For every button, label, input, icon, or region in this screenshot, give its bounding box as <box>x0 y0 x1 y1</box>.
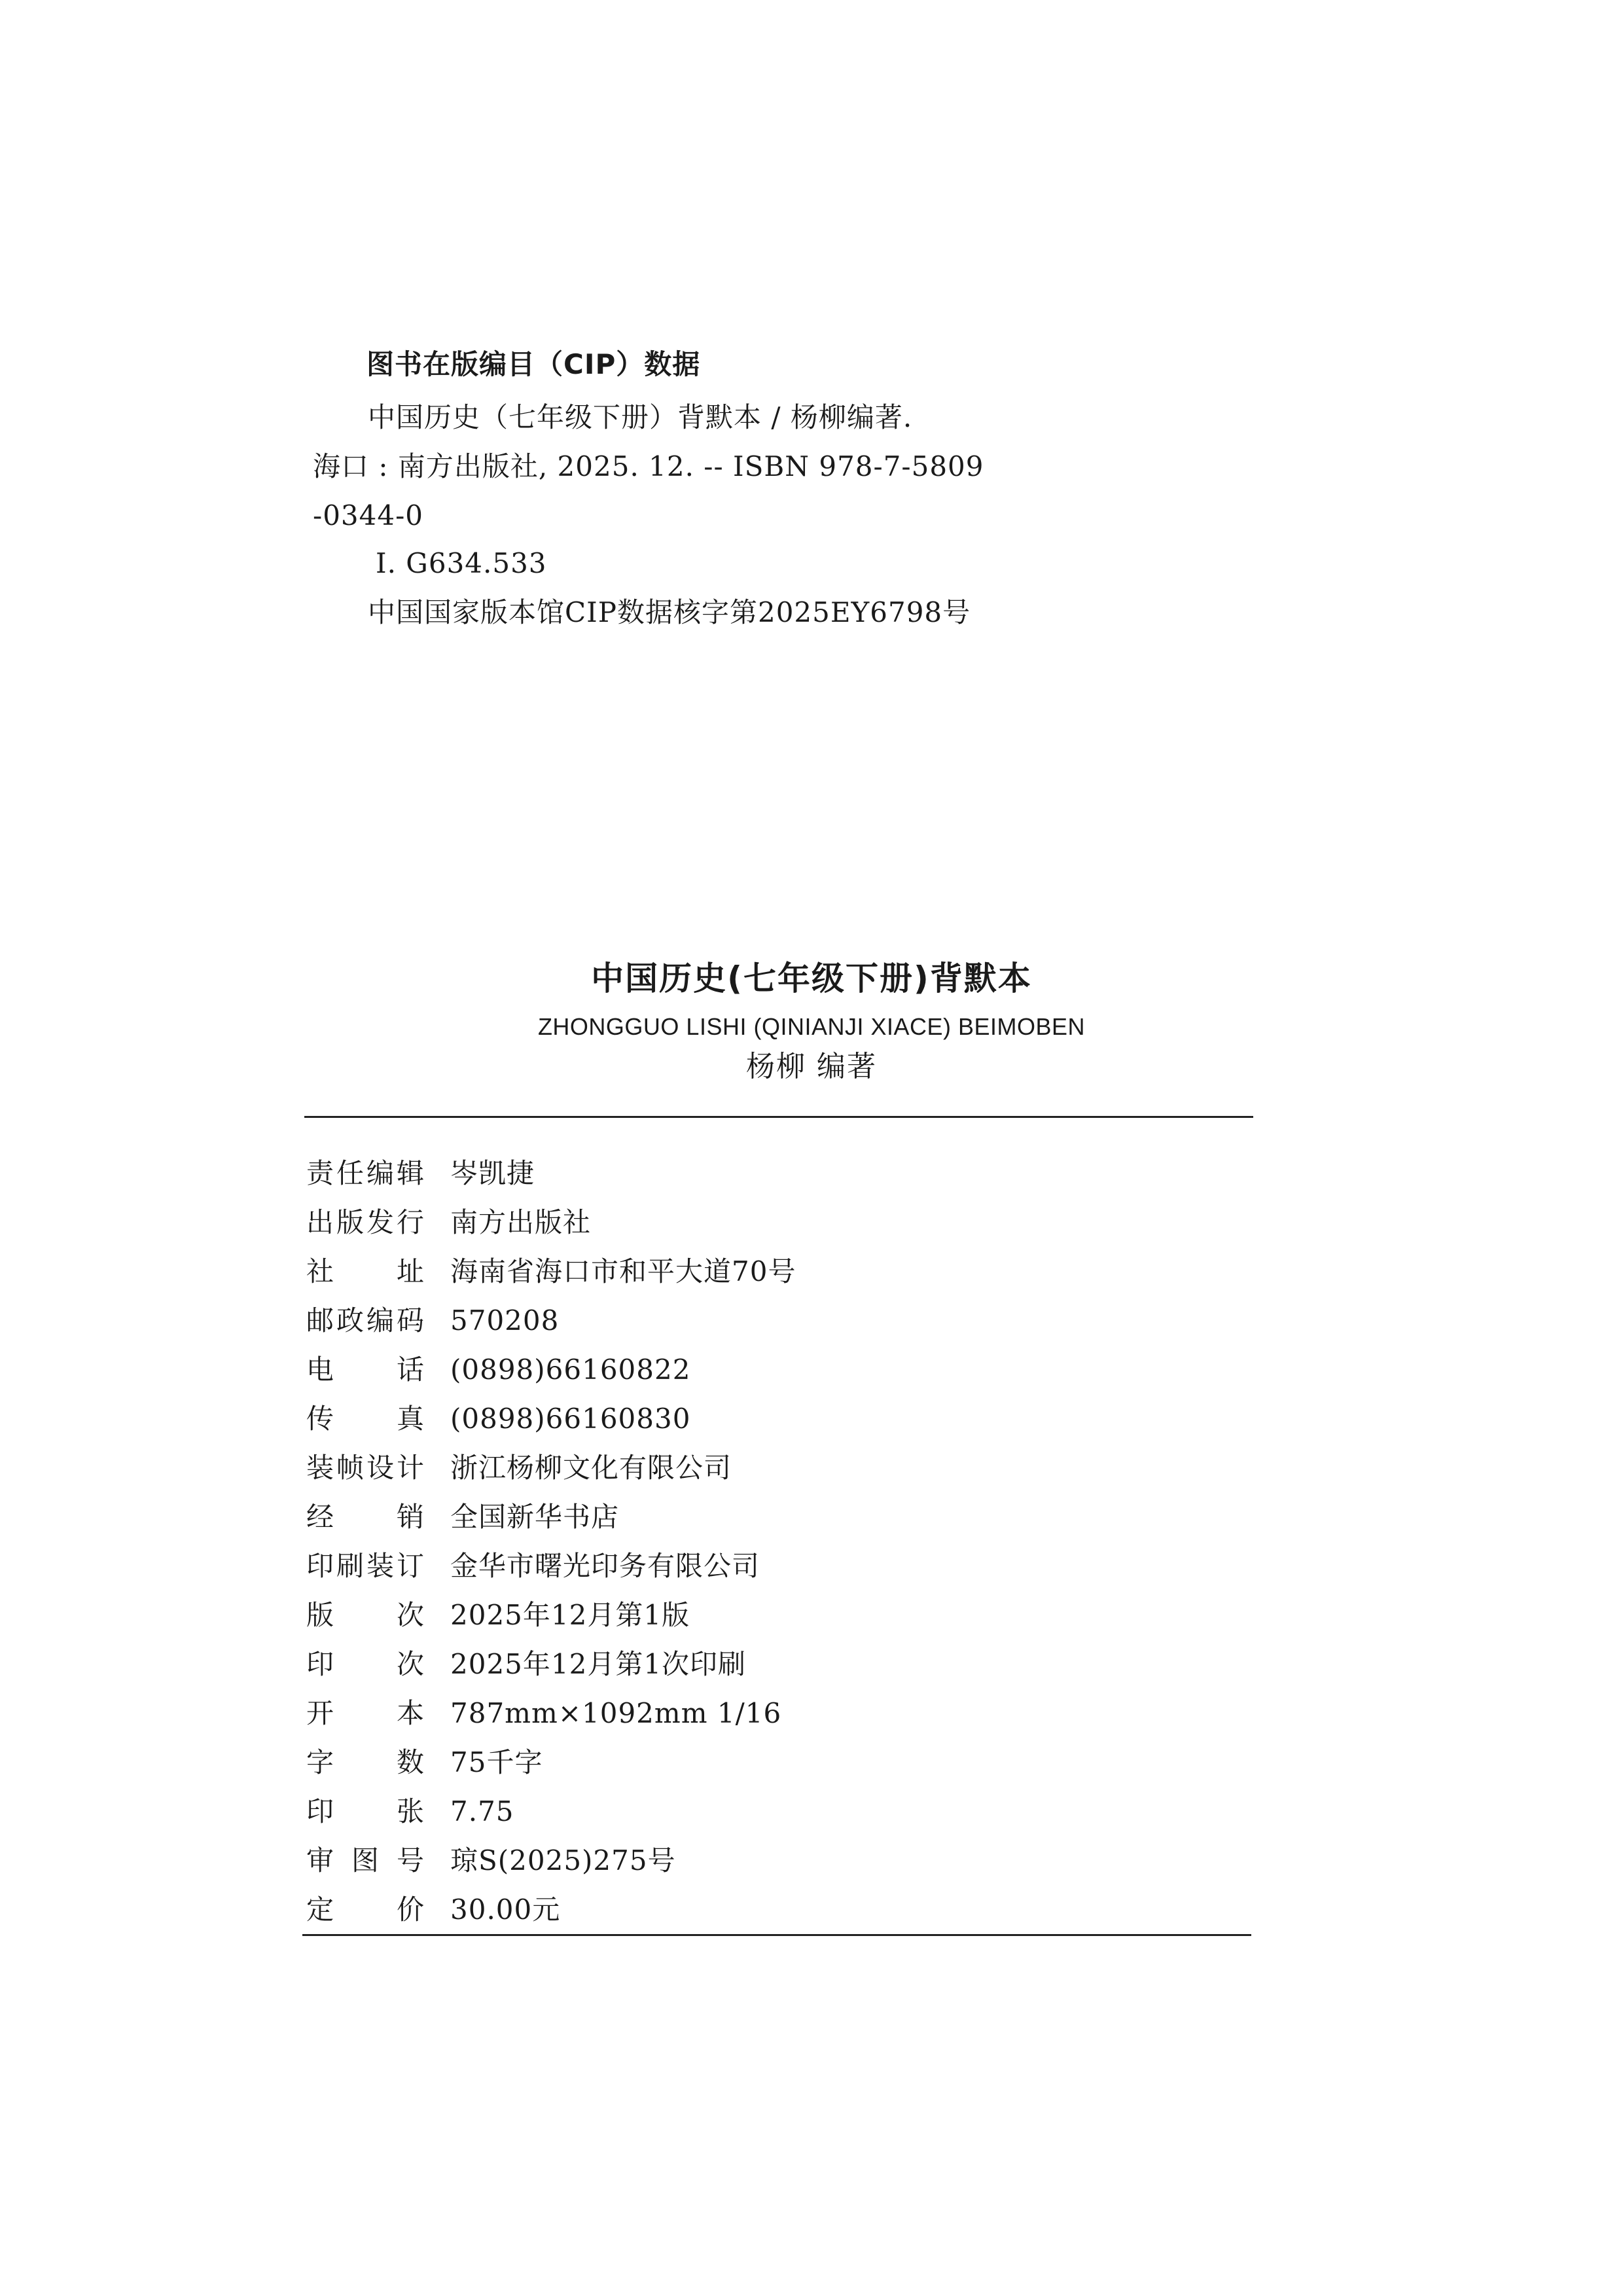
imprint-label: 邮政编码 <box>306 1304 424 1336</box>
cip-title-line: 中国历史（七年级下册）背默本 / 杨柳编著. <box>368 401 913 433</box>
imprint-value: 南方出版社 <box>450 1206 592 1238</box>
imprint-value: (0898)66160830 <box>450 1403 691 1435</box>
imprint-label: 出版发行 <box>306 1206 424 1238</box>
imprint-label: 印次 <box>306 1648 424 1680</box>
imprint-label: 字数 <box>306 1746 424 1778</box>
imprint-value: 7.75 <box>450 1795 514 1827</box>
imprint-value: 浙江杨柳文化有限公司 <box>450 1452 732 1484</box>
imprint-value: 海南省海口市和平大道70号 <box>450 1255 796 1287</box>
imprint-label: 印刷装订 <box>306 1550 424 1582</box>
cip-publication-line: 海口 : 南方出版社, 2025. 12. -- ISBN 978-7-5809 <box>313 450 984 482</box>
cip-classification: Ⅰ. G634.533 <box>376 547 547 579</box>
imprint-label: 责任编辑 <box>306 1157 424 1189</box>
imprint-label: 社址 <box>306 1255 424 1287</box>
imprint-value: 75千字 <box>450 1746 543 1778</box>
imprint-value: 2025年12月第1版 <box>450 1599 690 1631</box>
imprint-value: 琼S(2025)275号 <box>450 1844 676 1876</box>
imprint-value: 金华市曙光印务有限公司 <box>450 1550 760 1582</box>
imprint-value: 570208 <box>450 1304 560 1336</box>
imprint-label: 定价 <box>306 1893 424 1926</box>
cip-isbn-continuation: -0344-0 <box>313 499 423 531</box>
cip-record-number: 中国国家版本馆CIP数据核字第2025EY6798号 <box>368 596 971 628</box>
cip-data-block <box>0 0 1623 720</box>
book-author: 杨柳 编著 <box>746 1050 877 1083</box>
cip-heading: 图书在版编目（CIP）数据 <box>366 348 701 380</box>
imprint-value: (0898)66160822 <box>450 1354 691 1386</box>
imprint-label: 版次 <box>306 1599 424 1631</box>
imprint-label: 经销 <box>306 1501 424 1533</box>
imprint-value: 787mm×1092mm 1/16 <box>450 1697 782 1729</box>
imprint-value: 30.00元 <box>450 1893 561 1926</box>
imprint-value: 岑凯捷 <box>450 1157 535 1189</box>
bottom-divider <box>302 1934 1251 1936</box>
imprint-label: 开本 <box>306 1697 424 1729</box>
top-divider <box>304 1116 1253 1118</box>
book-title-pinyin: ZHONGGUO LISHI (QINIANJI XIACE) BEIMOBEN <box>537 1013 1086 1040</box>
imprint-value: 2025年12月第1次印刷 <box>450 1648 747 1680</box>
imprint-label: 电话 <box>306 1354 424 1386</box>
imprint-label: 传真 <box>306 1403 424 1435</box>
imprint-label: 装帧设计 <box>306 1452 424 1484</box>
imprint-label: 审图号 <box>306 1844 424 1876</box>
imprint-label: 印张 <box>306 1795 424 1827</box>
imprint-value: 全国新华书店 <box>450 1501 620 1533</box>
book-title: 中国历史(七年级下册)背默本 <box>591 960 1032 997</box>
